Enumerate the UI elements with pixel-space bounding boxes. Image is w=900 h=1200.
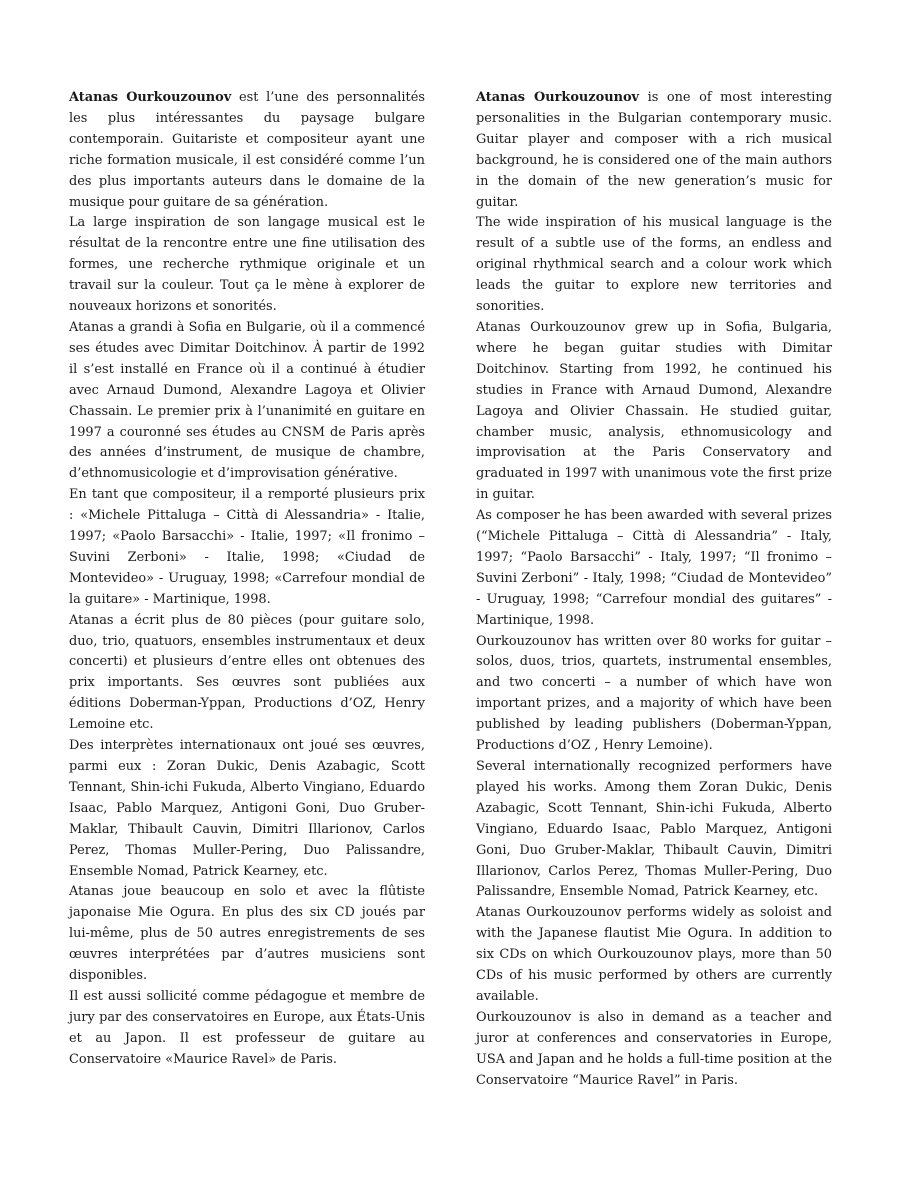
french-intro-text: est l’une des personnalités les plus intéressantes du paysage bulgare contemporain. Guitariste et compositeur ayant une riche formation musicale, il est considéré comme l’un des plus importants auteurs dans le domaine de la musique pour guitare de sa génération. [69, 90, 425, 210]
english-paragraph-education: Atanas Ourkouzounov grew up in Sofia, Bulgaria, where he began guitar studies with Dimitar Doitchinov. Starting from 1992, he continued his studies in France with Arnaud Dumond, Alexandre Lagoya and Olivier Chassain. He studied guitar, chamber music, analysis, ethnomusicology and improvisation at the Paris Conservatory and graduated in 1997 with unanimous vote the first prize in guitar. [476, 319, 832, 503]
french-paragraph-recordings: Atanas joue beaucoup en solo et avec la flûtiste japonaise Mie Ogura. En plus des six CD joués par lui-même, plus de 50 autres enregistrements de ses œuvres interprétées par d’autres musiciens sont disponibles. [69, 884, 425, 984]
french-paragraph-education: Atanas a grandi à Sofia en Bulgarie, où il a commencé ses études avec Dimitar Doitchinov. À partir de 1992 il s’est installé en France où il a continué à étudier avec Arnaud Dumond, Alexandre Lagoya et Olivier Chassain. Le premier prix à l’unanimité en guitare en 1997 a couronné ses études au CNSM de Paris après des années d’instrument, de musique de chambre, d’ethnomusicologie et d’improvisation générative. [69, 319, 425, 482]
english-paragraph-performers: Several internationally recognized performers have played his works. Among them Zoran Dukic, Denis Azabagic, Scott Tennant, Shin-ichi Fukuda, Alberto Vingiano, Eduardo Isaac, Pablo Marquez, Antigoni Goni, Duo Gruber-Maklar, Thibault Cauvin, Dimitri Illarionov, Carlos Perez, Thomas Muller-Pering, Duo Palissandre, Ensemble Nomad, Patrick Kearney, etc. [476, 759, 832, 900]
french-intro-paragraph [69, 88, 425, 213]
french-biography-column [69, 88, 425, 1071]
french-paragraph-teaching: Il est aussi sollicité comme pédagogue et membre de jury par des conservatoires en Europe, aux États-Unis et au Japon. Il est professeur de guitare au Conservatoire «Maurice Ravel» de Paris. [69, 988, 425, 1067]
english-paragraph-teaching: Ourkouzounov is also in demand as a teacher and juror at conferences and conservatories in Europe, USA and Japan and he holds a full-time position at the Conservatoire “Maurice Ravel” in Paris. [476, 1009, 832, 1088]
english-paragraph-works: Ourkouzounov has written over 80 works for guitar – solos, duos, trios, quartets, instrumental ensembles, and two concerti – a number of which have won important prizes, and a majority of which have been published by leading publishers (Doberman-Yppan, Productions d’OZ , Henry Lemoine). [476, 633, 832, 754]
french-artist-name: Atanas Ourkouzounov [69, 90, 232, 105]
english-paragraph-inspiration: The wide inspiration of his musical language is the result of a subtle use of the forms, an endless and original rhythmical search and a colour work which leads the guitar to explore new territories and sonorities. [476, 215, 832, 315]
french-paragraph-prizes: En tant que compositeur, il a remporté plusieurs prix : «Michele Pittaluga – Città di Alessandria» - Italie, 1997; «Paolo Barsacchi» - Italie, 1997; «Il fronimo – Suvini Zerboni» - Italie, 1998; «Ciudad de Montevideo» - Uruguay, 1998; «Carrefour mondial de la guitare» - Martinique, 1998. [69, 487, 425, 607]
english-artist-name: Atanas Ourkouzounov [476, 90, 640, 105]
english-intro-paragraph [476, 88, 832, 213]
english-intro-text: is one of most interesting personalities in the Bulgarian contemporary music. Guitar player and composer with a rich musical background, he is considered one of the main authors in the domain of the new generation’s music for guitar. [476, 90, 832, 210]
french-paragraph-performers: Des interprètes internationaux ont joué ses œuvres, parmi eux : Zoran Dukic, Denis Azabagic, Scott Tennant, Shin-ichi Fukuda, Alberto Vingiano, Eduardo Isaac, Pablo Marquez, Antigoni Goni, Duo Gruber-Maklar, Thibault Cauvin, Dimitri Illarionov, Carlos Perez, Thomas Muller-Pering, Duo Palissandre, Ensemble Nomad, Patrick Kearney, etc. [69, 738, 425, 879]
french-paragraph-inspiration: La large inspiration de son langage musical est le résultat de la rencontre entre une fine utilisation des formes, une recherche rythmique originale et un travail sur la couleur. Tout ça le mène à explorer de nouveaux horizons et sonorités. [69, 215, 425, 315]
english-biography-column [476, 88, 832, 1092]
french-paragraph-works: Atanas a écrit plus de 80 pièces (pour guitare solo, duo, trio, quatuors, ensembles instrumentaux et deux concerti) et plusieurs d’entre elles ont obtenues des prix importants. Ses œuvres sont publiées aux éditions Doberman-Yppan, Productions d’OZ, Henry Lemoine etc. [69, 612, 425, 733]
english-paragraph-prizes: As composer he has been awarded with several prizes (“Michele Pittaluga – Città di Alessandria” - Italy, 1997; “Paolo Barsacchi” - Italy, 1997; “Il fronimo – Suvini Zerboni” - Italy, 1998; “Ciudad de Montevideo” - Uruguay, 1998; “Carrefour mondial des guitares” - Martinique, 1998. [476, 508, 832, 628]
english-paragraph-recordings: Atanas Ourkouzounov performs widely as soloist and with the Japanese flautist Mie Ogura. In addition to six CDs on which Ourkouzounov plays, more than 50 CDs of his music performed by others are currently available. [476, 905, 832, 1004]
